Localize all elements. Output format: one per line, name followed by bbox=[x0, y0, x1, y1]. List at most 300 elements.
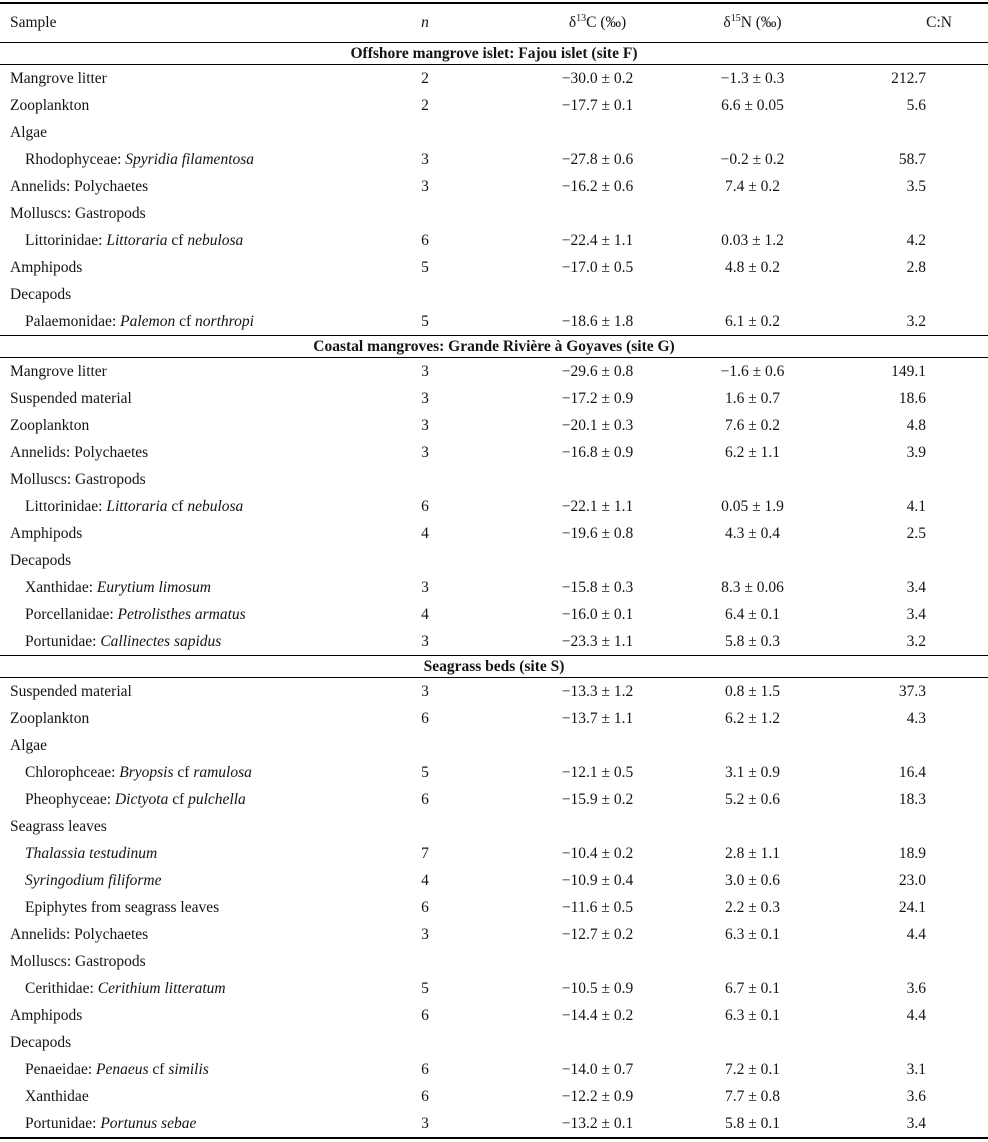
n-cell: 6 bbox=[421, 231, 429, 249]
taxon-name: Palemon bbox=[120, 312, 176, 330]
n-cell: 3 bbox=[421, 682, 429, 700]
n-cell: 3 bbox=[421, 177, 429, 195]
cn-cell bbox=[800, 813, 988, 840]
taxon-name: pulchella bbox=[188, 790, 246, 808]
taxon-name: Petrolisthes armatus bbox=[117, 605, 246, 623]
d15n-cell: 4.3 ± 0.4 bbox=[724, 524, 780, 542]
table-row bbox=[0, 601, 988, 628]
d15n-cell: 7.4 ± 0.2 bbox=[724, 177, 780, 195]
d15n-cell: −1.6 ± 0.6 bbox=[720, 362, 785, 380]
d13c-cell: −22.1 ± 1.1 bbox=[561, 497, 634, 515]
sample-cell bbox=[0, 921, 360, 948]
d15n-cell: 3.1 ± 0.9 bbox=[724, 763, 780, 781]
col-header-sample: Sample bbox=[0, 3, 360, 43]
d13c-cell: −12.2 ± 0.9 bbox=[561, 1087, 634, 1105]
sample-cell bbox=[0, 358, 360, 386]
d13c-cell: −23.3 ± 1.1 bbox=[561, 632, 634, 650]
d13c-cell: −19.6 ± 0.8 bbox=[561, 524, 634, 542]
cn-cell: 4.8 bbox=[906, 416, 926, 434]
cn-cell: 18.9 bbox=[898, 844, 926, 862]
sample-label: cf bbox=[175, 312, 196, 330]
d13c-cell: −17.0 ± 0.5 bbox=[561, 258, 634, 276]
group-label-row bbox=[0, 547, 988, 574]
table-row bbox=[0, 173, 988, 200]
sample-cell bbox=[0, 200, 360, 227]
table-row bbox=[0, 786, 988, 813]
table-row bbox=[0, 65, 988, 93]
n-cell: 3 bbox=[421, 578, 429, 596]
d15n-cell: 6.6 ± 0.05 bbox=[721, 96, 784, 114]
d13c-cell: −13.2 ± 0.1 bbox=[561, 1114, 634, 1132]
isotope-mass-superscript: 15 bbox=[730, 12, 741, 24]
d15n-cell: 8.3 ± 0.06 bbox=[721, 578, 784, 596]
d15n-cell: 7.6 ± 0.2 bbox=[724, 416, 780, 434]
sample-cell bbox=[0, 493, 360, 520]
sample-cell bbox=[0, 281, 360, 308]
sample-label: Chlorophceae: bbox=[25, 763, 120, 781]
sample-cell bbox=[0, 520, 360, 547]
sample-cell bbox=[0, 1002, 360, 1029]
d13c-cell: −12.1 ± 0.5 bbox=[561, 763, 634, 781]
d15n-cell bbox=[705, 948, 800, 975]
d15n-cell: 5.2 ± 0.6 bbox=[724, 790, 780, 808]
table-row bbox=[0, 493, 988, 520]
table-row bbox=[0, 358, 988, 386]
taxon-name: Penaeus bbox=[96, 1060, 149, 1078]
cn-cell: 3.6 bbox=[906, 979, 926, 997]
sample-cell bbox=[0, 759, 360, 786]
d13c-cell bbox=[490, 200, 705, 227]
table-row bbox=[0, 92, 988, 119]
group-label-row bbox=[0, 813, 988, 840]
taxon-name: ramulosa bbox=[193, 763, 252, 781]
d15n-cell bbox=[705, 466, 800, 493]
sample-label: Xanthidae bbox=[25, 1087, 89, 1105]
sample-label: Zooplankton bbox=[10, 96, 90, 114]
d13c-cell: −20.1 ± 0.3 bbox=[561, 416, 634, 434]
sample-label: Mangrove litter bbox=[10, 362, 107, 380]
n-cell: 3 bbox=[421, 443, 429, 461]
isotope-data-table bbox=[0, 2, 988, 1139]
cn-cell: 18.6 bbox=[898, 389, 926, 407]
group-label-row bbox=[0, 200, 988, 227]
taxon-name: Portunus sebae bbox=[100, 1114, 197, 1132]
sample-label: Decapods bbox=[10, 1033, 72, 1051]
sample-label: Portunidae: bbox=[25, 1114, 101, 1132]
d15n-cell: 0.03 ± 1.2 bbox=[721, 231, 784, 249]
d13c-cell: −15.9 ± 0.2 bbox=[561, 790, 634, 808]
d13c-cell: −17.2 ± 0.9 bbox=[561, 389, 634, 407]
n-cell: 5 bbox=[421, 763, 429, 781]
cn-cell bbox=[800, 1029, 988, 1056]
d13c-cell: −16.8 ± 0.9 bbox=[561, 443, 634, 461]
d13c-cell bbox=[490, 281, 705, 308]
section-header-row bbox=[0, 43, 988, 65]
isotope-mass-superscript: 13 bbox=[576, 12, 587, 24]
table-row bbox=[0, 385, 988, 412]
cn-cell: 3.6 bbox=[906, 1087, 926, 1105]
table-row bbox=[0, 254, 988, 281]
n-cell: 4 bbox=[421, 524, 429, 542]
n-cell: 5 bbox=[421, 979, 429, 997]
sample-label: Amphipods bbox=[10, 258, 83, 276]
d13c-cell: −30.0 ± 0.2 bbox=[561, 69, 634, 87]
table-row bbox=[0, 867, 988, 894]
n-cell bbox=[360, 119, 490, 146]
d15n-cell: 5.8 ± 0.1 bbox=[724, 1114, 780, 1132]
table-header-row bbox=[0, 3, 988, 43]
sample-cell bbox=[0, 466, 360, 493]
cn-cell bbox=[800, 200, 988, 227]
n-cell: 5 bbox=[421, 312, 429, 330]
sample-label: Mangrove litter bbox=[10, 69, 107, 87]
group-label-row bbox=[0, 119, 988, 146]
n-cell: 5 bbox=[421, 258, 429, 276]
d15n-cell: 7.2 ± 0.1 bbox=[724, 1060, 780, 1078]
group-label-row bbox=[0, 732, 988, 759]
d13c-cell bbox=[490, 813, 705, 840]
d15n-cell bbox=[705, 281, 800, 308]
sample-cell bbox=[0, 574, 360, 601]
delta-symbol: δ bbox=[723, 14, 731, 31]
cn-cell: 58.7 bbox=[898, 150, 926, 168]
table-row bbox=[0, 520, 988, 547]
sample-cell bbox=[0, 948, 360, 975]
cn-cell: 4.2 bbox=[906, 231, 926, 249]
sample-label: Decapods bbox=[10, 551, 72, 569]
sample-cell bbox=[0, 65, 360, 93]
col-header-n: n bbox=[360, 3, 490, 43]
sample-cell bbox=[0, 813, 360, 840]
cn-cell: 149.1 bbox=[891, 362, 926, 380]
sample-cell bbox=[0, 678, 360, 706]
d15n-cell: 3.0 ± 0.6 bbox=[724, 871, 780, 889]
sample-label: Suspended material bbox=[10, 389, 132, 407]
n-cell: 6 bbox=[421, 497, 429, 515]
sample-cell bbox=[0, 840, 360, 867]
cn-cell bbox=[800, 466, 988, 493]
cn-cell: 3.4 bbox=[906, 578, 926, 596]
cn-cell: 3.9 bbox=[906, 443, 926, 461]
table-row bbox=[0, 759, 988, 786]
sample-label: Palaemonidae: bbox=[25, 312, 121, 330]
sample-label: Annelids: Polychaetes bbox=[10, 443, 149, 461]
cn-cell: 37.3 bbox=[898, 682, 926, 700]
n-cell: 3 bbox=[421, 925, 429, 943]
cn-cell: 3.2 bbox=[906, 632, 926, 650]
d15n-cell: 0.05 ± 1.9 bbox=[721, 497, 784, 515]
sample-label: Epiphytes from seagrass leaves bbox=[25, 898, 220, 916]
group-label-row bbox=[0, 281, 988, 308]
n-cell bbox=[360, 813, 490, 840]
section-title: Offshore mangrove islet: Fajou islet (site F) bbox=[0, 43, 988, 65]
element-and-unit: N (‰) bbox=[740, 14, 782, 31]
sample-cell bbox=[0, 628, 360, 656]
cn-cell bbox=[800, 948, 988, 975]
d13c-cell: −13.3 ± 1.2 bbox=[561, 682, 634, 700]
d13c-cell: −10.9 ± 0.4 bbox=[561, 871, 634, 889]
sample-label: Penaeidae: bbox=[25, 1060, 97, 1078]
sample-cell bbox=[0, 786, 360, 813]
sample-label: Pheophyceae: bbox=[25, 790, 115, 808]
table-row bbox=[0, 1056, 988, 1083]
d13c-cell: −10.5 ± 0.9 bbox=[561, 979, 634, 997]
n-cell: 2 bbox=[421, 96, 429, 114]
taxon-name: Eurytium limosum bbox=[96, 578, 211, 596]
cn-cell bbox=[800, 281, 988, 308]
cn-cell: 3.1 bbox=[906, 1060, 926, 1078]
d15n-cell: 1.6 ± 0.7 bbox=[724, 389, 780, 407]
d15n-cell: 6.2 ± 1.1 bbox=[724, 443, 780, 461]
n-cell bbox=[360, 200, 490, 227]
table-row bbox=[0, 574, 988, 601]
d13c-cell bbox=[490, 466, 705, 493]
d13c-cell: −12.7 ± 0.2 bbox=[561, 925, 634, 943]
sample-cell bbox=[0, 92, 360, 119]
d13c-cell: −16.0 ± 0.1 bbox=[561, 605, 634, 623]
sample-label: Molluscs: Gastropods bbox=[10, 204, 146, 222]
n-cell: 6 bbox=[421, 1060, 429, 1078]
d15n-cell bbox=[705, 200, 800, 227]
sample-label: Zooplankton bbox=[10, 709, 90, 727]
d13c-cell: −14.0 ± 0.7 bbox=[561, 1060, 634, 1078]
section-title: Coastal mangroves: Grande Rivière à Goyaves (site G) bbox=[0, 336, 988, 358]
sample-label: Porcellanidae: bbox=[25, 605, 118, 623]
group-label-row bbox=[0, 948, 988, 975]
cn-cell: 2.8 bbox=[906, 258, 926, 276]
table-row bbox=[0, 840, 988, 867]
taxon-name: Callinectes sapidus bbox=[100, 632, 222, 650]
table-row bbox=[0, 975, 988, 1002]
sample-label: Annelids: Polychaetes bbox=[10, 177, 149, 195]
d13c-cell: −14.4 ± 0.2 bbox=[561, 1006, 634, 1024]
group-label-row bbox=[0, 466, 988, 493]
sample-cell bbox=[0, 227, 360, 254]
sample-cell bbox=[0, 412, 360, 439]
sample-label: cf bbox=[167, 231, 188, 249]
n-cell: 6 bbox=[421, 1006, 429, 1024]
d15n-cell: 6.3 ± 0.1 bbox=[724, 1006, 780, 1024]
n-cell: 7 bbox=[421, 844, 429, 862]
sample-label: Rhodophyceae: bbox=[25, 150, 126, 168]
d13c-cell: −27.8 ± 0.6 bbox=[561, 150, 634, 168]
table-row bbox=[0, 1083, 988, 1110]
d13c-cell: −29.6 ± 0.8 bbox=[561, 362, 634, 380]
sample-label: Littorinidae: bbox=[25, 231, 107, 249]
taxon-name: Littoraria bbox=[106, 497, 168, 515]
d15n-cell: −0.2 ± 0.2 bbox=[720, 150, 785, 168]
sample-cell bbox=[0, 1083, 360, 1110]
sample-label: Zooplankton bbox=[10, 416, 90, 434]
sample-label: cf bbox=[168, 790, 189, 808]
group-label-row bbox=[0, 1029, 988, 1056]
cn-cell: 5.6 bbox=[906, 96, 926, 114]
section-header-row bbox=[0, 656, 988, 678]
sample-label: Algae bbox=[10, 123, 48, 141]
sample-cell bbox=[0, 173, 360, 200]
table-row bbox=[0, 146, 988, 173]
table-row bbox=[0, 705, 988, 732]
taxon-name: Spyridia filamentosa bbox=[125, 150, 255, 168]
taxon-name: Cerithium litteratum bbox=[97, 979, 226, 997]
d15n-cell: 6.7 ± 0.1 bbox=[724, 979, 780, 997]
cn-cell: 24.1 bbox=[898, 898, 926, 916]
taxon-name: Bryopsis bbox=[119, 763, 174, 781]
sample-cell bbox=[0, 146, 360, 173]
table-row bbox=[0, 1002, 988, 1029]
cn-cell bbox=[800, 119, 988, 146]
d13c-cell: −18.6 ± 1.8 bbox=[561, 312, 634, 330]
n-cell bbox=[360, 732, 490, 759]
sample-cell bbox=[0, 1110, 360, 1138]
n-cell bbox=[360, 466, 490, 493]
cn-cell: 212.7 bbox=[891, 69, 926, 87]
d13c-cell: −16.2 ± 0.6 bbox=[561, 177, 634, 195]
cn-cell: 3.5 bbox=[906, 177, 926, 195]
table-row bbox=[0, 628, 988, 656]
taxon-name: similis bbox=[168, 1060, 209, 1078]
sample-cell bbox=[0, 975, 360, 1002]
d15n-cell bbox=[705, 732, 800, 759]
sample-label: Xanthidae: bbox=[25, 578, 97, 596]
sample-cell bbox=[0, 601, 360, 628]
table-row bbox=[0, 894, 988, 921]
n-cell: 4 bbox=[421, 605, 429, 623]
d13c-cell bbox=[490, 119, 705, 146]
d13c-cell: −13.7 ± 1.1 bbox=[561, 709, 634, 727]
n-cell: 3 bbox=[421, 362, 429, 380]
n-cell: 3 bbox=[421, 150, 429, 168]
d13c-cell: −22.4 ± 1.1 bbox=[561, 231, 634, 249]
n-cell bbox=[360, 547, 490, 574]
cn-cell: 18.3 bbox=[898, 790, 926, 808]
d15n-cell: 4.8 ± 0.2 bbox=[724, 258, 780, 276]
d15n-cell: 6.3 ± 0.1 bbox=[724, 925, 780, 943]
taxon-name: Littoraria bbox=[106, 231, 168, 249]
sample-cell bbox=[0, 308, 360, 336]
section-header-row bbox=[0, 336, 988, 358]
d15n-cell: 5.8 ± 0.3 bbox=[724, 632, 780, 650]
cn-cell: 2.5 bbox=[906, 524, 926, 542]
d15n-cell: 2.2 ± 0.3 bbox=[724, 898, 780, 916]
d13c-cell: −17.7 ± 0.1 bbox=[561, 96, 634, 114]
d15n-cell: 6.1 ± 0.2 bbox=[724, 312, 780, 330]
table-body bbox=[0, 43, 988, 1139]
n-cell: 4 bbox=[421, 871, 429, 889]
n-cell: 3 bbox=[421, 416, 429, 434]
sample-label: Cerithidae: bbox=[25, 979, 98, 997]
col-header-d13c bbox=[490, 3, 705, 43]
d15n-cell: 0.8 ± 1.5 bbox=[724, 682, 780, 700]
table-row bbox=[0, 1110, 988, 1138]
cn-cell: 3.2 bbox=[906, 312, 926, 330]
sample-label: Molluscs: Gastropods bbox=[10, 470, 146, 488]
n-cell: 3 bbox=[421, 1114, 429, 1132]
sample-label: Amphipods bbox=[10, 524, 83, 542]
n-cell: 3 bbox=[421, 389, 429, 407]
cn-cell: 4.1 bbox=[906, 497, 926, 515]
sample-cell bbox=[0, 439, 360, 466]
table-row bbox=[0, 678, 988, 706]
cn-cell: 4.3 bbox=[906, 709, 926, 727]
sample-cell bbox=[0, 705, 360, 732]
d13c-cell bbox=[490, 547, 705, 574]
n-cell: 6 bbox=[421, 790, 429, 808]
d13c-cell: −10.4 ± 0.2 bbox=[561, 844, 634, 862]
n-cell: 6 bbox=[421, 1087, 429, 1105]
cn-cell: 4.4 bbox=[906, 1006, 926, 1024]
d15n-cell: 6.4 ± 0.1 bbox=[724, 605, 780, 623]
d15n-cell bbox=[705, 547, 800, 574]
sample-label: cf bbox=[167, 497, 188, 515]
sample-cell bbox=[0, 547, 360, 574]
d15n-cell: 2.8 ± 1.1 bbox=[724, 844, 780, 862]
table-row bbox=[0, 412, 988, 439]
cn-cell: 3.4 bbox=[906, 1114, 926, 1132]
n-cell bbox=[360, 948, 490, 975]
d15n-cell: 7.7 ± 0.8 bbox=[724, 1087, 780, 1105]
sample-cell bbox=[0, 1056, 360, 1083]
sample-label: Algae bbox=[10, 736, 48, 754]
table-row bbox=[0, 227, 988, 254]
sample-label: cf bbox=[148, 1060, 169, 1078]
cn-cell: 4.4 bbox=[906, 925, 926, 943]
table-row bbox=[0, 439, 988, 466]
cn-cell bbox=[800, 547, 988, 574]
cn-cell bbox=[800, 732, 988, 759]
d13c-cell: −11.6 ± 0.5 bbox=[562, 898, 633, 916]
d13c-cell: −15.8 ± 0.3 bbox=[561, 578, 634, 596]
sample-label: Molluscs: Gastropods bbox=[10, 952, 146, 970]
cn-cell: 16.4 bbox=[898, 763, 926, 781]
d15n-cell bbox=[705, 119, 800, 146]
sample-cell bbox=[0, 254, 360, 281]
cn-cell: 3.4 bbox=[906, 605, 926, 623]
n-cell bbox=[360, 1029, 490, 1056]
taxon-name: Dictyota bbox=[114, 790, 169, 808]
table-row bbox=[0, 308, 988, 336]
d15n-cell bbox=[705, 813, 800, 840]
n-cell: 6 bbox=[421, 709, 429, 727]
d13c-cell bbox=[490, 1029, 705, 1056]
sample-cell bbox=[0, 894, 360, 921]
col-header-d15n bbox=[705, 3, 800, 43]
n-cell bbox=[360, 281, 490, 308]
delta-symbol: δ bbox=[568, 14, 577, 31]
taxon-name: nebulosa bbox=[187, 231, 244, 249]
n-cell: 2 bbox=[421, 69, 429, 87]
sample-label: Portunidae: bbox=[25, 632, 101, 650]
sample-cell bbox=[0, 867, 360, 894]
col-header-cn: C:N bbox=[800, 3, 988, 43]
sample-label: Littorinidae: bbox=[25, 497, 107, 515]
section-title: Seagrass beds (site S) bbox=[0, 656, 988, 678]
sample-cell bbox=[0, 119, 360, 146]
sample-cell bbox=[0, 732, 360, 759]
d15n-cell: −1.3 ± 0.3 bbox=[720, 69, 785, 87]
element-and-unit: C (‰) bbox=[586, 14, 627, 31]
sample-label: Amphipods bbox=[10, 1006, 83, 1024]
taxon-name: nebulosa bbox=[187, 497, 244, 515]
sample-cell bbox=[0, 1029, 360, 1056]
sample-label: Annelids: Polychaetes bbox=[10, 925, 149, 943]
n-cell: 3 bbox=[421, 632, 429, 650]
table-row bbox=[0, 921, 988, 948]
n-cell: 6 bbox=[421, 898, 429, 916]
d13c-cell bbox=[490, 732, 705, 759]
sample-label: Seagrass leaves bbox=[10, 817, 107, 835]
taxon-name: Syringodium filiforme bbox=[25, 871, 162, 889]
